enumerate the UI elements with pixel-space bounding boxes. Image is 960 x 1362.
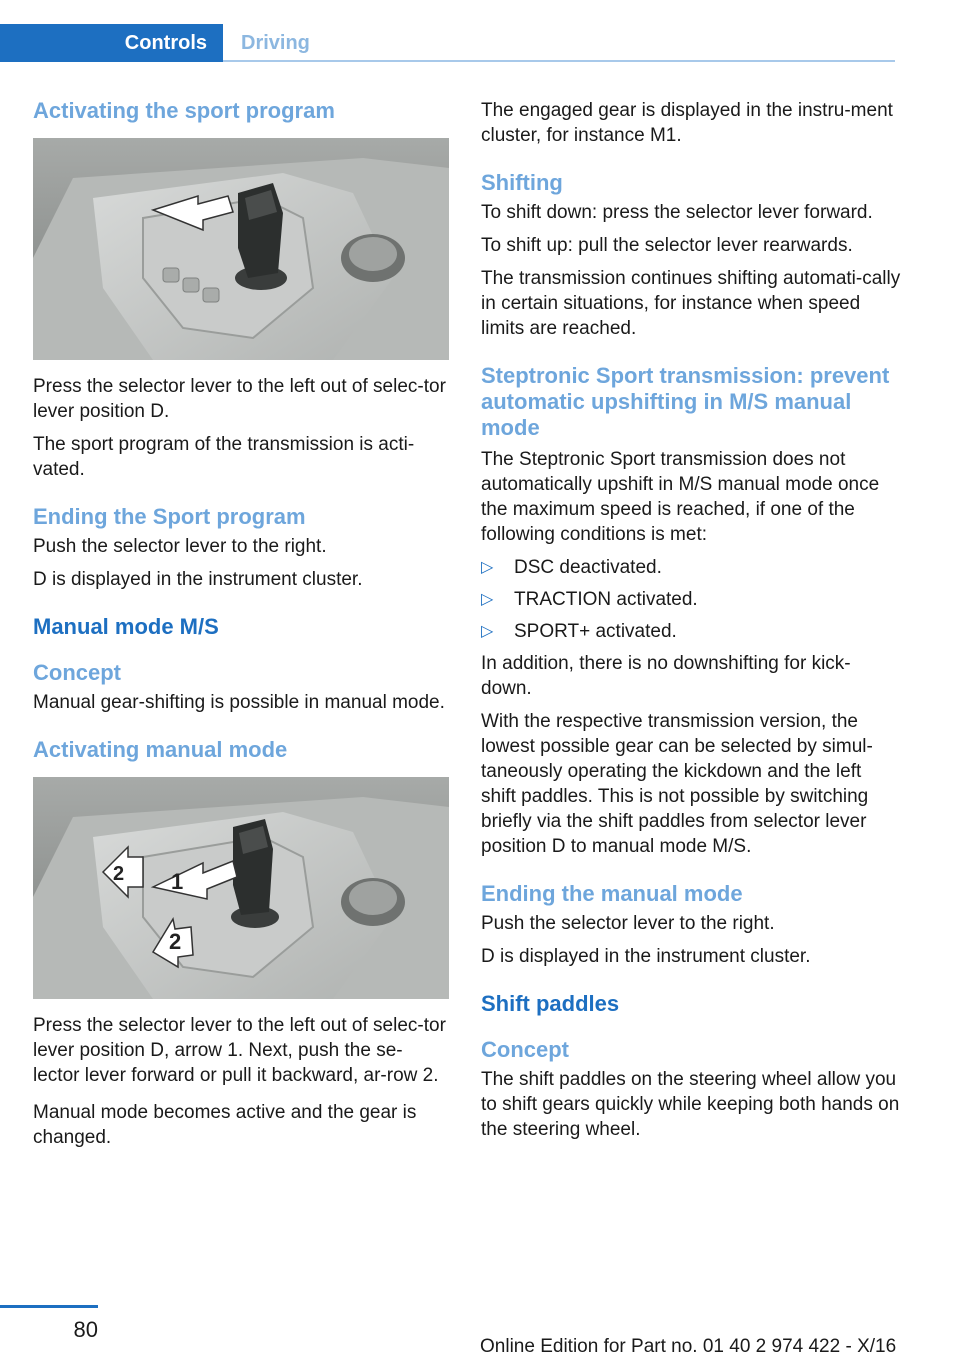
text-sport-1: Press the selector lever to the left out of selec-tor lever position D. [33, 376, 446, 422]
heading-activating-manual: Activating manual mode [33, 737, 288, 762]
manual-mode-illustration [33, 777, 449, 999]
list-item-text: TRACTION activated. [514, 589, 698, 610]
text-end-manual-1: Push the selector lever to the right. [481, 913, 775, 934]
triangle-bullet-icon: ▷ [481, 559, 494, 576]
text-shift-3: The transmission continues shifting automati-cally in certain situations, for instance when speed limits are reached. [481, 268, 901, 339]
figure-sport-program [33, 138, 449, 360]
arrow-label-2-bottom: 2 [169, 929, 182, 954]
text-end-sport-2: D is displayed in the instrument cluster. [33, 569, 363, 590]
tab-driving[interactable]: Driving [241, 31, 310, 54]
heading-steptronic: Steptronic Sport transmission: prevent automatic upshifting in M/S manual mode [481, 363, 890, 440]
right-column [481, 98, 901, 1142]
list-item [481, 555, 901, 580]
heading-concept-paddles: Concept [481, 1037, 569, 1062]
list-item-text: DSC deactivated. [514, 557, 662, 578]
text-shift-2: To shift up: pull the selector lever rearwards. [481, 235, 853, 256]
figure-manual-mode [33, 777, 449, 999]
text-paddles: The shift paddles on the steering wheel allow you to shift gears quickly while keeping both hands on the steering wheel. [481, 1069, 900, 1140]
heading-manual-mode: Manual mode M/S [33, 614, 219, 639]
text-end-sport-1: Push the selector lever to the right. [33, 536, 327, 557]
heading-shift-paddles: Shift paddles [481, 991, 620, 1016]
text-engaged-gear: The engaged gear is displayed in the instru-ment cluster, for instance M1. [481, 100, 893, 146]
gear-selector-illustration [33, 138, 449, 360]
heading-shifting: Shifting [481, 170, 563, 195]
arrow-label-1: 1 [171, 869, 184, 894]
left-column [33, 98, 449, 1150]
text-manual-2: Manual mode becomes active and the gear is changed. [33, 1102, 417, 1148]
triangle-bullet-icon: ▷ [481, 623, 494, 640]
heading-concept: Concept [33, 660, 121, 685]
tab-controls[interactable]: Controls [0, 24, 223, 62]
text-manual-1: Press the selector lever to the left out of selec-tor lever position D, arrow 1. Next, push the se-lector lever forward or pull it backward, ar-row 2. [33, 1015, 446, 1086]
text-end-manual-2: D is displayed in the instrument cluster. [481, 946, 811, 967]
page-number: 80 [73, 1317, 98, 1342]
arrow-label-2-top: 2 [113, 863, 125, 885]
triangle-bullet-icon: ▷ [481, 591, 494, 608]
text-kickdown: In addition, there is no downshifting for kick-down. [481, 653, 851, 699]
footer-rule [0, 1305, 98, 1308]
text-steptronic: The Steptronic Sport transmission does not automatically upshift in M/S manual mode once the maximum speed is reached, if one of the following conditions is met: [481, 449, 880, 545]
heading-activating-sport: Activating the sport program [33, 98, 335, 123]
page-header [0, 24, 895, 62]
text-concept: Manual gear-shifting is possible in manual mode. [33, 692, 445, 713]
text-shift-1: To shift down: press the selector lever forward. [481, 202, 873, 223]
text-lowest-gear: With the respective transmission version, the lowest possible gear can be selected by simul-taneously operating the kickdown and the left shift paddles. This is not possible by switching briefly via the shift paddles from selector lever position D to manual mode M/S. [481, 711, 873, 857]
list-item-text: SPORT+ activated. [514, 621, 677, 642]
text-sport-2: The sport program of the transmission is acti-vated. [33, 434, 415, 480]
header-divider [223, 60, 895, 62]
list-item [481, 587, 901, 612]
conditions-list [481, 555, 901, 644]
heading-ending-manual: Ending the manual mode [481, 881, 743, 906]
heading-ending-sport: Ending the Sport program [33, 504, 306, 529]
edition-text: Online Edition for Part no. 01 40 2 974 422 - X/16 [480, 1336, 897, 1357]
list-item [481, 619, 901, 644]
